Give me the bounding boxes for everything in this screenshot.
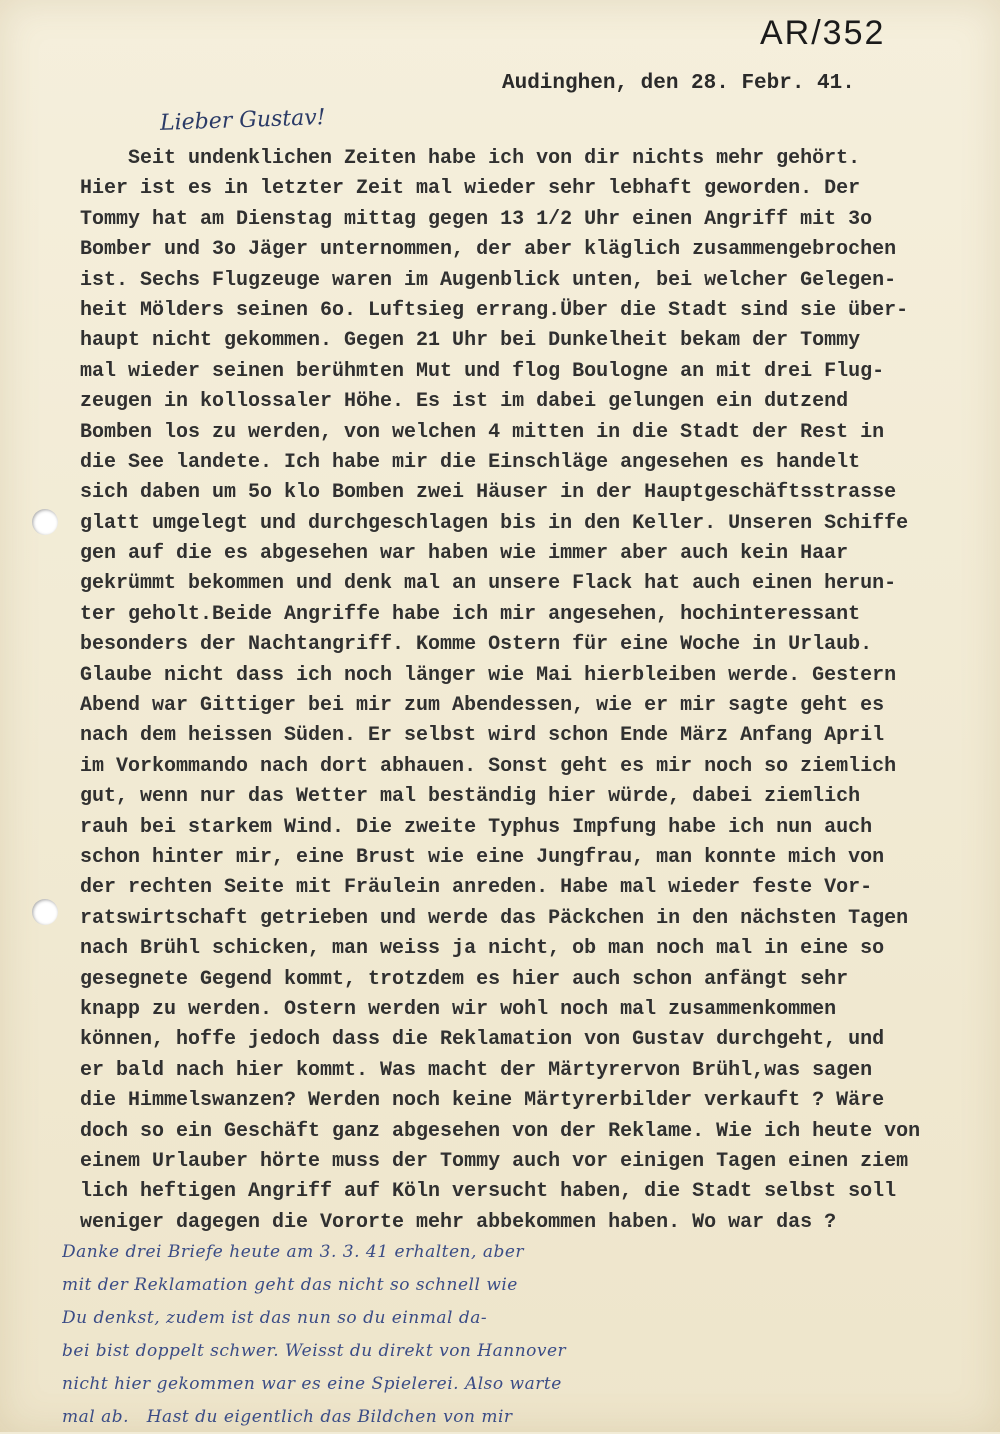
typed-line: Bomber und 3o Jäger unternommen, der aber kläglich zusammengebrochen (80, 238, 897, 262)
typed-line: haupt nicht gekommen. Gegen 21 Uhr bei Dunkelheit bekam der Tommy (80, 329, 861, 353)
typed-line: gekrümmt bekommen und denk mal an unsere Flack hat auch einen herun- (80, 572, 897, 596)
salutation: Lieber Gustav! (159, 105, 326, 136)
typed-line: gen auf die es abgesehen war haben wie immer aber auch kein Haar (80, 542, 849, 566)
punch-hole (32, 899, 58, 925)
typed-line: weniger dagegen die Vororte mehr abbekommen haben. Wo war das ? (80, 1210, 837, 1234)
typed-line: ter geholt.Beide Angriffe habe ich mir angesehen, hochinteressant (80, 602, 861, 626)
typed-line: Hier ist es in letzter Zeit mal wieder sehr lebhaft geworden. Der (80, 177, 861, 201)
typed-letter-body (80, 144, 980, 1238)
handwritten-line: mal ab. Hast du eigentlich das Bildchen von mir (62, 1407, 513, 1427)
typed-line: knapp zu werden. Ostern werden wir wohl noch mal zusammenkommen (80, 997, 837, 1021)
typed-line: ist. Sechs Flugzeuge waren im Augenblick unten, bei welcher Gelegen- (80, 268, 897, 292)
typed-line: sich daben um 5o klo Bomben zwei Häuser in der Hauptgeschäftsstrasse (80, 481, 897, 505)
typed-line: die Himmelswanzen? Werden noch keine Märtyrerbilder verkauft ? Wäre (80, 1089, 885, 1113)
typed-line: Seit undenklichen Zeiten habe ich von dir nichts mehr gehört. (80, 147, 861, 170)
handwritten-postscript (62, 1236, 982, 1434)
handwritten-line: mit der Reklamation geht das nicht so schnell wie (62, 1275, 518, 1295)
typed-line: nach Brühl schicken, man weiss ja nicht, ob man noch mal in eine so (80, 937, 885, 961)
typed-line: gut, wenn nur das Wetter mal beständig hier würde, dabei ziemlich (80, 785, 861, 809)
handwritten-line: Du denkst, zudem ist das nun so du einmal da- (62, 1308, 488, 1328)
place-date: Audinghen, den 28. Febr. 41. (502, 72, 855, 95)
typed-line: schon hinter mir, eine Brust wie eine Jungfrau, man konnte mich von (80, 845, 885, 869)
typed-line: besonders der Nachtangriff. Komme Ostern für eine Woche in Urlaub. (80, 633, 873, 657)
typed-line: der rechten Seite mit Fräulein anreden. Habe mal wieder feste Vor- (80, 876, 873, 900)
typed-line: gesegnete Gegend kommt, trotzdem es hier auch schon anfängt sehr (80, 967, 849, 991)
archive-number: AR/352 (760, 14, 886, 52)
typed-line: die See landete. Ich habe mir die Einschläge angesehen es handelt (80, 450, 861, 474)
handwritten-line: bei bist doppelt schwer. Weisst du direkt von Hannover (62, 1341, 567, 1361)
typed-line: können, hoffe jedoch dass die Reklamation von Gustav durchgeht, und (80, 1028, 885, 1052)
typed-line: Bomben los zu werden, von welchen 4 mitten in die Stadt der Rest in (80, 420, 885, 444)
typed-line: mal wieder seinen berühmten Mut und flog Boulogne an mit drei Flug- (80, 359, 885, 383)
typed-line: rauh bei starkem Wind. Die zweite Typhus Impfung habe ich nun auch (80, 815, 873, 839)
typed-line: doch so ein Geschäft ganz abgesehen von der Reklame. Wie ich heute von (80, 1119, 921, 1143)
typed-line: er bald nach hier kommt. Was macht der Märtyrervon Brühl,was sagen (80, 1058, 873, 1082)
handwritten-line: nicht hier gekommen war es eine Spielerei. Also warte (62, 1374, 562, 1394)
typed-line: lich heftigen Angriff auf Köln versucht haben, die Stadt selbst soll (80, 1180, 897, 1204)
typed-line: im Vorkommando nach dort abhauen. Sonst geht es mir noch so ziemlich (80, 754, 897, 778)
typed-line: glatt umgelegt und durchgeschlagen bis in den Keller. Unseren Schiffe (80, 511, 909, 535)
typed-line: Abend war Gittiger bei mir zum Abendessen, wie er mir sagte geht es (80, 694, 885, 718)
typed-line: Glaube nicht dass ich noch länger wie Mai hierbleiben werde. Gestern (80, 663, 897, 687)
typed-line: ratswirtschaft getrieben und werde das Päckchen in den nächsten Tagen (80, 906, 909, 930)
typed-line: zeugen in kollossaler Höhe. Es ist im dabei gelungen ein dutzend (80, 390, 849, 414)
punch-hole (32, 509, 58, 535)
typed-line: heit Mölders seinen 6o. Luftsieg errang.Über die Stadt sind sie über- (80, 298, 909, 322)
typed-line: Tommy hat am Dienstag mittag gegen 13 1/2 Uhr einen Angriff mit 3o (80, 207, 873, 231)
handwritten-line: Danke drei Briefe heute am 3. 3. 41 erhalten, aber (62, 1242, 525, 1262)
typed-line: nach dem heissen Süden. Er selbst wird schon Ende März Anfang April (80, 724, 885, 748)
typed-line: einem Urlauber hörte muss der Tommy auch vor einigen Tagen einen ziem (80, 1149, 909, 1173)
